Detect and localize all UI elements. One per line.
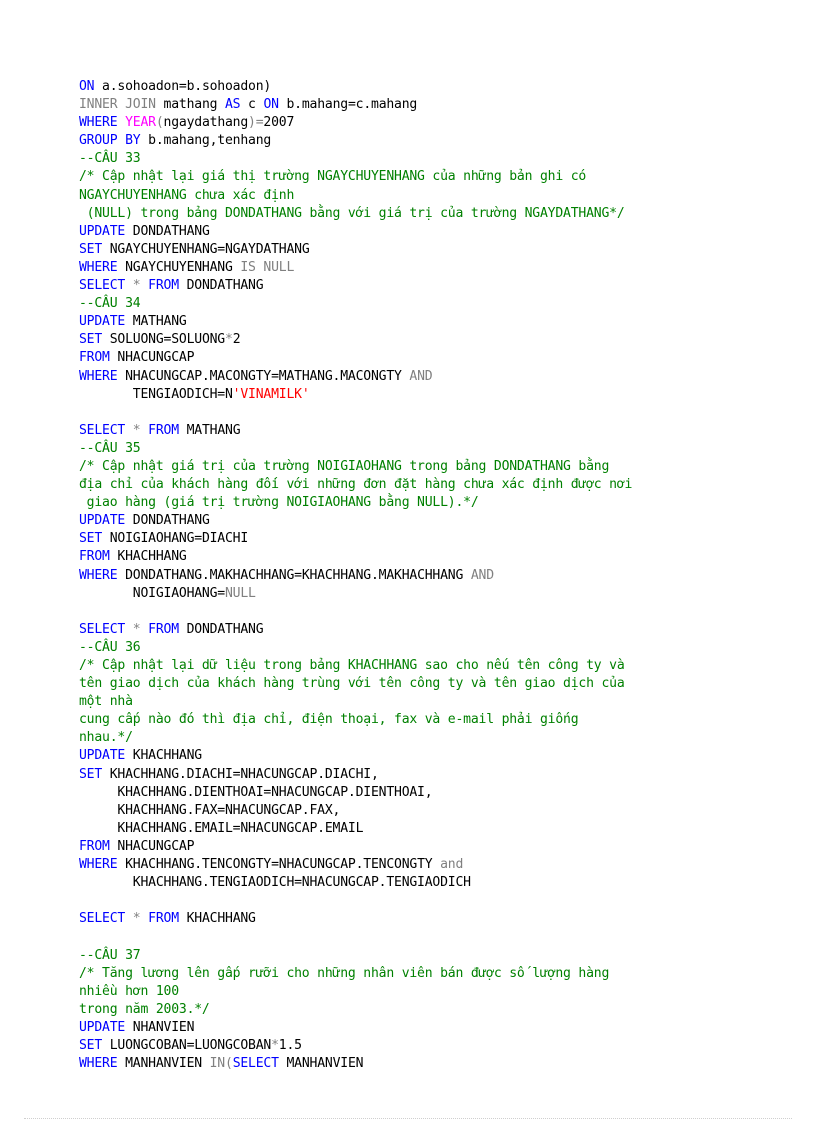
sql-comment: địa chỉ của khách hàng đối với những đơn đặt hàng chưa xác định được nơi <box>79 477 633 493</box>
sql-keyword: SELECT <box>79 911 126 927</box>
sql-comment: cung cấp nào đó thì địa chỉ, điện thoại, fax và e-mail phải giống <box>79 712 579 728</box>
sql-text: KHACHHANG <box>178 911 256 927</box>
sql-comment: /* Cập nhật lại dữ liệu trong bảng KHACHHANG sao cho nếu tên công ty và <box>79 658 625 673</box>
sql-keyword: SET <box>79 766 103 782</box>
sql-text: KHACHHANG.TENCONGTY=NHACUNGCAP.TENCONGTY <box>117 857 441 873</box>
code-line <box>79 530 809 548</box>
sql-text: ngaydathang <box>163 115 249 131</box>
sql-text: NOIGIAOHANG= <box>79 585 225 601</box>
code-line <box>79 313 809 331</box>
sql-comment: NGAYCHUYENHANG chưa xác định <box>79 187 295 203</box>
sql-comment: nhiều hơn 100 <box>79 983 179 999</box>
code-line <box>79 331 809 349</box>
code-line <box>79 295 809 313</box>
code-line <box>79 422 809 440</box>
code-line <box>79 150 809 168</box>
sql-keyword: WHERE <box>79 368 118 384</box>
code-line <box>79 349 809 367</box>
code-line <box>79 223 809 241</box>
sql-text: DONDATHANG <box>178 278 264 294</box>
code-line <box>79 802 809 820</box>
sql-text: 2 <box>232 332 241 348</box>
sql-keyword: FROM <box>79 549 110 565</box>
code-line <box>79 856 809 874</box>
sql-keyword: SET <box>79 241 103 257</box>
page-bottom-divider <box>24 1118 792 1119</box>
code-line <box>79 1001 809 1019</box>
sql-operator: * <box>125 621 149 637</box>
sql-keyword: SELECT <box>79 621 126 637</box>
sql-text: DONDATHANG <box>178 621 264 637</box>
code-line <box>79 440 809 458</box>
sql-comment: giao hàng (giá trị trường NOIGIAOHANG bằng NULL).*/ <box>79 495 479 511</box>
sql-operator: and <box>440 857 464 873</box>
sql-text: MANHANVIEN <box>117 1056 210 1072</box>
code-line <box>79 368 809 386</box>
sql-text: NGAYCHUYENHANG <box>117 259 241 275</box>
code-line <box>79 205 809 223</box>
code-line <box>79 476 809 494</box>
sql-comment: nhau.*/ <box>79 730 133 746</box>
sql-text: KHACHHANG <box>125 748 202 764</box>
code-line <box>79 567 809 585</box>
sql-keyword: AS <box>225 97 241 113</box>
sql-keyword: FROM <box>148 422 179 438</box>
sql-text: KHACHHANG.DIENTHOAI=NHACUNGCAP.DIENTHOAI, <box>79 784 433 800</box>
code-line <box>79 983 809 1001</box>
sql-operator: * <box>125 911 149 927</box>
sql-text: DONDATHANG <box>125 513 210 529</box>
code-line <box>79 168 809 186</box>
blank-line <box>79 928 809 946</box>
sql-keyword: UPDATE <box>79 223 126 239</box>
sql-text: 2007 <box>263 115 295 131</box>
code-line <box>79 78 809 96</box>
sql-comment: (NULL) trong bảng DONDATHANG bằng với giá trị của trường NGAYDATHANG*/ <box>79 205 625 221</box>
code-line <box>79 910 809 928</box>
code-line <box>79 874 809 892</box>
sql-comment: tên giao dịch của khách hàng trùng với tên công ty và tên giao dịch của <box>79 676 625 692</box>
sql-comment: trong năm 2003.*/ <box>79 1001 210 1017</box>
code-line <box>79 187 809 205</box>
sql-text <box>117 115 125 130</box>
code-line <box>79 711 809 729</box>
sql-keyword: FROM <box>79 838 110 854</box>
code-line <box>79 548 809 566</box>
sql-comment: --CÂU 35 <box>79 440 141 456</box>
sql-keyword: UPDATE <box>79 1019 126 1035</box>
code-line <box>79 784 809 802</box>
code-line <box>79 114 809 132</box>
sql-operator: AND <box>470 567 494 583</box>
code-line <box>79 241 809 259</box>
sql-keyword: SET <box>79 1037 103 1053</box>
sql-text: NGAYCHUYENHANG=NGAYDATHANG <box>102 241 310 257</box>
sql-operator: * <box>125 422 149 438</box>
sql-operator: IN( <box>209 1056 233 1072</box>
sql-comment: một nhà <box>79 694 133 710</box>
code-line <box>79 965 809 983</box>
sql-text: b.mahang,tenhang <box>140 133 272 149</box>
code-line <box>79 277 809 295</box>
sql-text: b.mahang=c.mahang <box>278 97 418 113</box>
sql-keyword: FROM <box>79 350 110 366</box>
sql-text: KHACHHANG.FAX=NHACUNGCAP.FAX, <box>79 802 341 818</box>
sql-operator: * <box>125 278 149 294</box>
code-line <box>79 657 809 675</box>
code-line <box>79 621 809 639</box>
sql-operator: IS NULL <box>240 259 295 275</box>
blank-line <box>79 404 809 422</box>
sql-text: DONDATHANG <box>125 223 210 239</box>
sql-keyword: SET <box>79 531 103 547</box>
sql-text: 1.5 <box>278 1037 302 1053</box>
code-line <box>79 729 809 747</box>
sql-text: KHACHHANG.TENGIAODICH=NHACUNGCAP.TENGIAODICH <box>79 875 471 891</box>
sql-comment: --CÂU 37 <box>79 947 141 963</box>
code-line <box>79 947 809 965</box>
sql-keyword: WHERE <box>79 567 118 583</box>
sql-text: DONDATHANG.MAKHACHHANG=KHACHHANG.MAKHACHHANG <box>117 567 471 583</box>
sql-text: a.sohoadon=b.sohoadon) <box>94 79 272 94</box>
sql-text: NHACUNGCAP <box>109 350 195 366</box>
sql-comment: --CÂU 33 <box>79 151 141 167</box>
sql-operator: * <box>225 332 233 348</box>
sql-comment: /* Cập nhật lại giá thị trường NGAYCHUYENHANG của những bản ghi có <box>79 169 587 185</box>
code-line <box>79 512 809 530</box>
sql-comment: /* Tăng lương lên gấp rưỡi cho những nhân viên bán được số lượng hàng <box>79 965 610 981</box>
sql-keyword: FROM <box>148 621 179 637</box>
sql-text: c <box>240 97 264 113</box>
sql-text: NHACUNGCAP <box>109 838 195 854</box>
sql-text: TENGIAODICH=N <box>79 386 233 402</box>
code-line <box>79 766 809 784</box>
code-line <box>79 693 809 711</box>
sql-keyword: WHERE <box>79 1056 118 1072</box>
sql-operator: INNER JOIN <box>79 97 156 113</box>
sql-keyword: SELECT <box>79 278 126 294</box>
code-line <box>79 1037 809 1055</box>
code-line <box>79 259 809 277</box>
sql-keyword: FROM <box>148 278 179 294</box>
sql-function: YEAR <box>125 115 156 131</box>
sql-text: NHANVIEN <box>125 1019 195 1035</box>
code-line <box>79 132 809 150</box>
sql-text: SOLUONG=SOLUONG <box>102 332 225 348</box>
sql-keyword: FROM <box>148 911 179 927</box>
sql-operator: AND <box>409 368 433 384</box>
sql-text: KHACHHANG.DIACHI=NHACUNGCAP.DIACHI, <box>102 766 379 782</box>
sql-text: LUONGCOBAN=LUONGCOBAN <box>102 1037 272 1053</box>
code-line <box>79 1055 809 1073</box>
sql-keyword: SET <box>79 332 103 348</box>
code-line <box>79 639 809 657</box>
sql-operator: * <box>271 1037 279 1053</box>
sql-keyword: SELECT <box>79 422 126 438</box>
sql-keyword: ON <box>79 79 95 94</box>
code-line <box>79 585 809 603</box>
sql-operator: )= <box>248 115 264 131</box>
sql-comment: /* Cập nhật giá trị của trường NOIGIAOHANG trong bảng DONDATHANG bằng <box>79 458 610 474</box>
sql-keyword: ON <box>263 97 279 113</box>
code-line <box>79 838 809 856</box>
sql-text: KHACHHANG.EMAIL=NHACUNGCAP.EMAIL <box>79 820 364 836</box>
blank-line <box>79 892 809 910</box>
sql-text: MATHANG <box>178 422 241 438</box>
sql-operator: ( <box>155 115 164 131</box>
code-line <box>79 386 809 404</box>
sql-keyword: GROUP BY <box>79 133 141 149</box>
sql-text: NHACUNGCAP.MACONGTY=MATHANG.MACONGTY <box>117 368 410 384</box>
sql-keyword: SELECT <box>232 1056 279 1072</box>
sql-text: KHACHHANG <box>109 549 187 565</box>
sql-comment: --CÂU 36 <box>79 639 141 655</box>
sql-string: 'VINAMILK' <box>232 386 310 402</box>
code-line <box>79 1019 809 1037</box>
sql-keyword: WHERE <box>79 857 118 873</box>
sql-keyword: UPDATE <box>79 513 126 529</box>
sql-text: mathang <box>155 97 225 113</box>
sql-keyword: UPDATE <box>79 748 126 764</box>
sql-keyword: WHERE <box>79 115 118 131</box>
sql-text: NOIGIAOHANG=DIACHI <box>102 531 249 547</box>
code-line <box>79 820 809 838</box>
code-line <box>79 494 809 512</box>
sql-text: MATHANG <box>125 314 187 330</box>
code-line <box>79 96 809 114</box>
sql-operator: NULL <box>224 585 256 601</box>
code-line <box>79 747 809 765</box>
code-line <box>79 675 809 693</box>
sql-keyword: UPDATE <box>79 314 126 330</box>
code-line <box>79 458 809 476</box>
blank-line <box>79 603 809 621</box>
sql-code-block <box>79 78 809 1073</box>
sql-comment: --CÂU 34 <box>79 296 141 312</box>
sql-keyword: WHERE <box>79 259 118 275</box>
sql-text: MANHANVIEN <box>278 1056 364 1072</box>
